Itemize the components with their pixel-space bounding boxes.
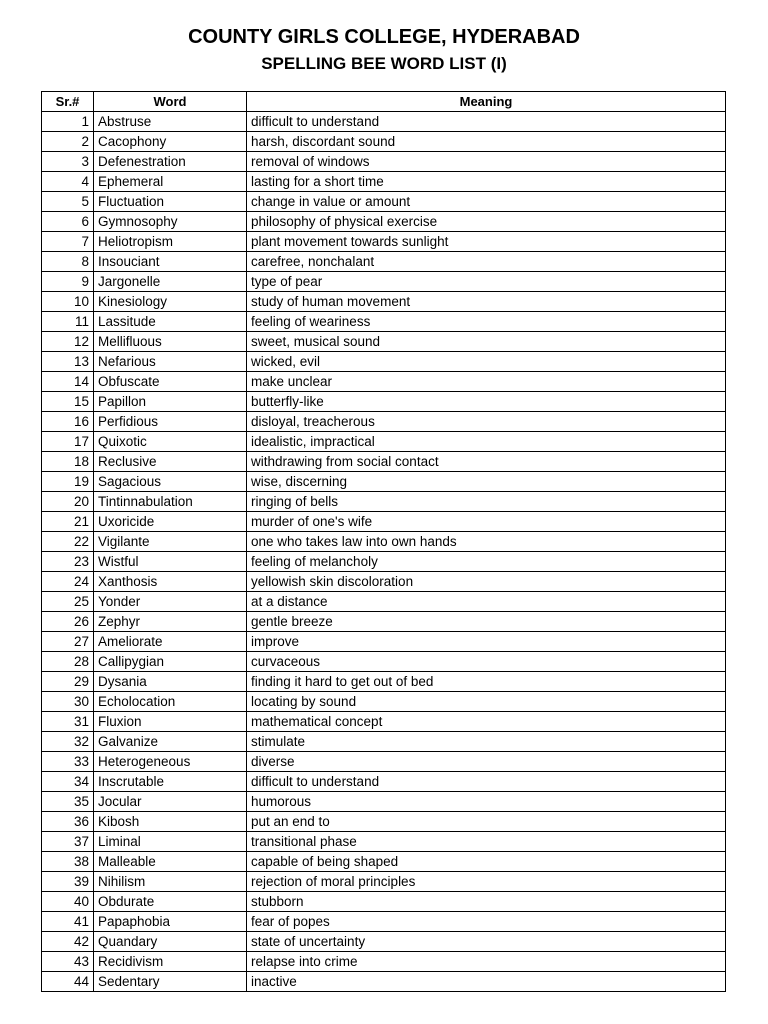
row-number: 33: [42, 752, 94, 772]
row-word: Insouciant: [94, 252, 247, 272]
row-number: 27: [42, 632, 94, 652]
row-meaning: state of uncertainty: [247, 932, 726, 952]
row-meaning: finding it hard to get out of bed: [247, 672, 726, 692]
row-meaning: locating by sound: [247, 692, 726, 712]
row-meaning: transitional phase: [247, 832, 726, 852]
row-number: 43: [42, 952, 94, 972]
table-row: [42, 272, 726, 292]
row-number: 14: [42, 372, 94, 392]
row-number: 39: [42, 872, 94, 892]
row-word: Sagacious: [94, 472, 247, 492]
table-row: [42, 752, 726, 772]
row-word: Defenestration: [94, 152, 247, 172]
row-number: 10: [42, 292, 94, 312]
row-word: Kibosh: [94, 812, 247, 832]
row-meaning: fear of popes: [247, 912, 726, 932]
table-row: [42, 312, 726, 332]
row-number: 3: [42, 152, 94, 172]
row-word: Dysania: [94, 672, 247, 692]
row-meaning: difficult to understand: [247, 112, 726, 132]
row-word: Galvanize: [94, 732, 247, 752]
row-number: 15: [42, 392, 94, 412]
column-header-meaning: Meaning: [247, 92, 726, 112]
row-word: Obfuscate: [94, 372, 247, 392]
table-row: [42, 552, 726, 572]
table-row: [42, 432, 726, 452]
row-meaning: lasting for a short time: [247, 172, 726, 192]
row-word: Nefarious: [94, 352, 247, 372]
table-row: [42, 292, 726, 312]
row-meaning: removal of windows: [247, 152, 726, 172]
page-title: COUNTY GIRLS COLLEGE, HYDERABAD: [188, 26, 580, 48]
row-number: 23: [42, 552, 94, 572]
table-row: [42, 392, 726, 412]
table-row: [42, 792, 726, 812]
row-meaning: diverse: [247, 752, 726, 772]
table-row: [42, 912, 726, 932]
row-number: 36: [42, 812, 94, 832]
row-word: Ephemeral: [94, 172, 247, 192]
table-row: [42, 852, 726, 872]
table-row: [42, 332, 726, 352]
row-meaning: harsh, discordant sound: [247, 132, 726, 152]
row-number: 44: [42, 972, 94, 992]
row-number: 32: [42, 732, 94, 752]
row-word: Obdurate: [94, 892, 247, 912]
row-word: Recidivism: [94, 952, 247, 972]
row-meaning: stimulate: [247, 732, 726, 752]
row-number: 25: [42, 592, 94, 612]
table-row: [42, 832, 726, 852]
table-row: [42, 612, 726, 632]
row-word: Uxoricide: [94, 512, 247, 532]
row-meaning: make unclear: [247, 372, 726, 392]
page-subtitle: SPELLING BEE WORD LIST (I): [261, 54, 507, 73]
table-row: [42, 112, 726, 132]
row-meaning: rejection of moral principles: [247, 872, 726, 892]
row-number: 28: [42, 652, 94, 672]
row-word: Fluxion: [94, 712, 247, 732]
table-row: [42, 172, 726, 192]
row-number: 24: [42, 572, 94, 592]
column-header-word: Word: [94, 92, 247, 112]
row-meaning: capable of being shaped: [247, 852, 726, 872]
row-meaning: mathematical concept: [247, 712, 726, 732]
table-row: [42, 492, 726, 512]
row-word: Lassitude: [94, 312, 247, 332]
table-body: [42, 112, 726, 992]
table-row: [42, 452, 726, 472]
row-meaning: put an end to: [247, 812, 726, 832]
row-number: 2: [42, 132, 94, 152]
row-number: 13: [42, 352, 94, 372]
row-word: Papillon: [94, 392, 247, 412]
table-row: [42, 932, 726, 952]
table-row: [42, 592, 726, 612]
row-word: Cacophony: [94, 132, 247, 152]
row-number: 29: [42, 672, 94, 692]
row-meaning: type of pear: [247, 272, 726, 292]
row-word: Reclusive: [94, 452, 247, 472]
table-row: [42, 732, 726, 752]
row-meaning: murder of one's wife: [247, 512, 726, 532]
row-word: Echolocation: [94, 692, 247, 712]
table-row: [42, 712, 726, 732]
row-meaning: at a distance: [247, 592, 726, 612]
row-word: Mellifluous: [94, 332, 247, 352]
row-meaning: plant movement towards sunlight: [247, 232, 726, 252]
row-word: Nihilism: [94, 872, 247, 892]
table-row: [42, 872, 726, 892]
table-row: [42, 192, 726, 212]
row-meaning: butterfly-like: [247, 392, 726, 412]
row-meaning: wicked, evil: [247, 352, 726, 372]
row-number: 31: [42, 712, 94, 732]
table-row: [42, 532, 726, 552]
table-row: [42, 412, 726, 432]
table-row: [42, 212, 726, 232]
row-number: 12: [42, 332, 94, 352]
row-word: Perfidious: [94, 412, 247, 432]
row-meaning: feeling of melancholy: [247, 552, 726, 572]
table-row: [42, 572, 726, 592]
row-meaning: relapse into crime: [247, 952, 726, 972]
row-word: Inscrutable: [94, 772, 247, 792]
row-meaning: gentle breeze: [247, 612, 726, 632]
table-row: [42, 252, 726, 272]
row-number: 6: [42, 212, 94, 232]
row-meaning: change in value or amount: [247, 192, 726, 212]
table-row: [42, 512, 726, 532]
table-row: [42, 672, 726, 692]
row-word: Vigilante: [94, 532, 247, 552]
table-row: [42, 772, 726, 792]
row-number: 26: [42, 612, 94, 632]
row-meaning: study of human movement: [247, 292, 726, 312]
row-meaning: yellowish skin discoloration: [247, 572, 726, 592]
row-meaning: sweet, musical sound: [247, 332, 726, 352]
row-number: 1: [42, 112, 94, 132]
row-word: Jocular: [94, 792, 247, 812]
row-number: 17: [42, 432, 94, 452]
row-word: Callipygian: [94, 652, 247, 672]
row-meaning: feeling of weariness: [247, 312, 726, 332]
row-number: 4: [42, 172, 94, 192]
row-meaning: withdrawing from social contact: [247, 452, 726, 472]
row-number: 38: [42, 852, 94, 872]
row-word: Heterogeneous: [94, 752, 247, 772]
table-row: [42, 692, 726, 712]
row-word: Quixotic: [94, 432, 247, 452]
row-word: Liminal: [94, 832, 247, 852]
row-number: 35: [42, 792, 94, 812]
row-number: 40: [42, 892, 94, 912]
row-word: Ameliorate: [94, 632, 247, 652]
row-number: 19: [42, 472, 94, 492]
column-header-sr: Sr.#: [42, 92, 94, 112]
table-row: [42, 952, 726, 972]
row-meaning: humorous: [247, 792, 726, 812]
table-row: [42, 232, 726, 252]
table-row: [42, 892, 726, 912]
row-number: 41: [42, 912, 94, 932]
row-number: 21: [42, 512, 94, 532]
row-meaning: inactive: [247, 972, 726, 992]
row-word: Xanthosis: [94, 572, 247, 592]
row-number: 37: [42, 832, 94, 852]
row-meaning: wise, discerning: [247, 472, 726, 492]
row-word: Malleable: [94, 852, 247, 872]
row-meaning: stubborn: [247, 892, 726, 912]
row-word: Sedentary: [94, 972, 247, 992]
row-number: 11: [42, 312, 94, 332]
row-meaning: difficult to understand: [247, 772, 726, 792]
row-word: Yonder: [94, 592, 247, 612]
table-row: [42, 152, 726, 172]
row-word: Papaphobia: [94, 912, 247, 932]
row-word: Quandary: [94, 932, 247, 952]
header-row: [42, 92, 726, 112]
row-word: Gymnosophy: [94, 212, 247, 232]
row-meaning: one who takes law into own hands: [247, 532, 726, 552]
row-word: Jargonelle: [94, 272, 247, 292]
row-word: Heliotropism: [94, 232, 247, 252]
row-word: Fluctuation: [94, 192, 247, 212]
row-number: 22: [42, 532, 94, 552]
row-word: Wistful: [94, 552, 247, 572]
table-row: [42, 472, 726, 492]
row-number: 34: [42, 772, 94, 792]
table-row: [42, 352, 726, 372]
table-row: [42, 132, 726, 152]
table-row: [42, 652, 726, 672]
row-number: 16: [42, 412, 94, 432]
table-row: [42, 372, 726, 392]
row-meaning: improve: [247, 632, 726, 652]
row-number: 18: [42, 452, 94, 472]
word-list-table: [41, 91, 726, 992]
row-word: Zephyr: [94, 612, 247, 632]
row-meaning: curvaceous: [247, 652, 726, 672]
row-number: 30: [42, 692, 94, 712]
row-word: Abstruse: [94, 112, 247, 132]
row-word: Kinesiology: [94, 292, 247, 312]
row-meaning: ringing of bells: [247, 492, 726, 512]
row-word: Tintinnabulation: [94, 492, 247, 512]
table-row: [42, 632, 726, 652]
row-meaning: idealistic, impractical: [247, 432, 726, 452]
row-number: 42: [42, 932, 94, 952]
row-number: 9: [42, 272, 94, 292]
row-number: 8: [42, 252, 94, 272]
row-meaning: carefree, nonchalant: [247, 252, 726, 272]
row-number: 20: [42, 492, 94, 512]
table-row: [42, 812, 726, 832]
row-meaning: disloyal, treacherous: [247, 412, 726, 432]
table-header: [42, 92, 726, 112]
row-meaning: philosophy of physical exercise: [247, 212, 726, 232]
row-number: 5: [42, 192, 94, 212]
table-row: [42, 972, 726, 992]
row-number: 7: [42, 232, 94, 252]
